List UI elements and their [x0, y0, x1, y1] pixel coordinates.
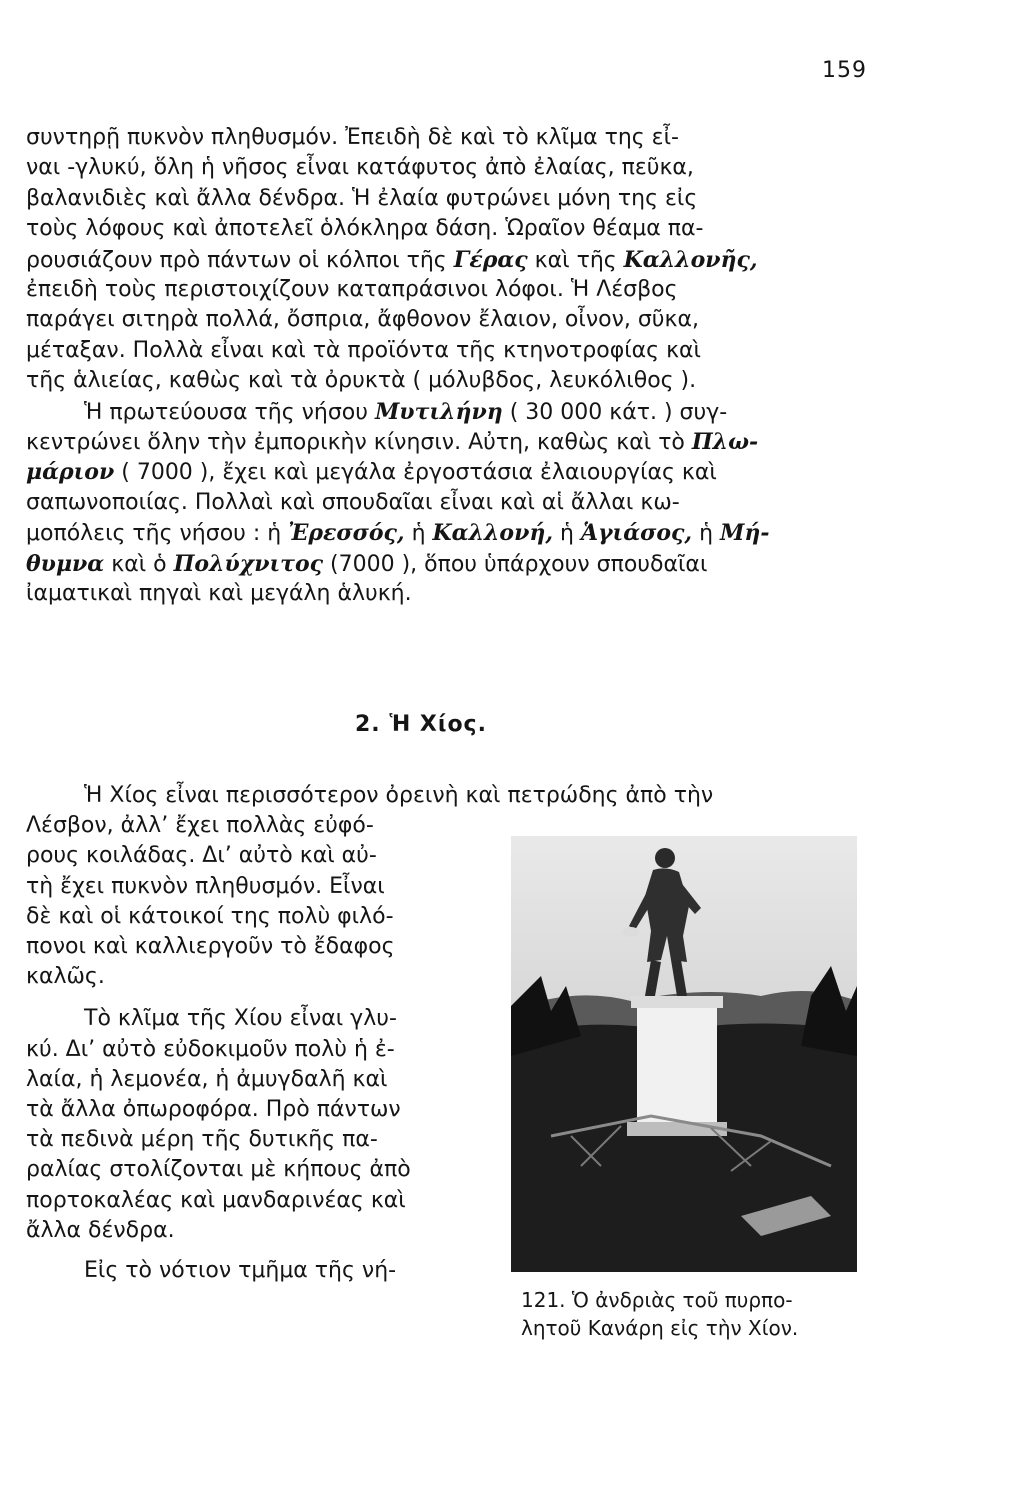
text-segment: Ἡ πρωτεύουσα τῆς νήσου	[84, 399, 375, 425]
text-segment: ἐπειδὴ τοὺς περιστοιχίζουν καταπράσινοι λόφοι. Ἡ Λέσβος	[26, 277, 678, 302]
place-name: Πολύχνιτος	[173, 550, 324, 577]
text-segment: ( 30 000 κάτ. ) συγ-	[502, 399, 728, 425]
text-line: ρους κοιλάδας. Δι’ αὐτὸ καὶ αὐ-	[26, 843, 377, 869]
text-line: πονοι καὶ καλλιεργοῦν τὸ ἔδαφος	[26, 934, 395, 959]
text-segment: μοπόλεις τῆς νήσου : ἡ	[26, 521, 289, 547]
text-line	[26, 122, 679, 154]
text-segment: καὶ ὁ	[104, 551, 174, 577]
text-line: Λέσβον, ἀλλ’ ἔχει πολλὰς εὐφό-	[26, 813, 374, 839]
text-line	[26, 244, 758, 277]
text-line	[26, 578, 412, 610]
text-line: τὰ πεδινὰ μέρη τῆς δυτικῆς πα-	[26, 1127, 378, 1153]
text-line: τὴ ἔχει πυκνὸν πληθυσμόν. Εἶναι	[26, 873, 385, 899]
place-name: Μυτιλήνη	[374, 398, 503, 425]
text-segment: σαπωνοποιίας. Πολλαὶ καὶ σπουδαῖαι εἶναι καὶ αἱ ἄλλαι κω-	[26, 489, 680, 515]
place-name: Μή-	[720, 520, 770, 547]
text-line	[26, 456, 717, 489]
place-name: Ἁγιάσος,	[580, 520, 693, 547]
text-line: καλῶς.	[26, 964, 105, 990]
text-line: Ἡ Χίος εἶναι περισσότερον ὀρεινὴ καὶ πετρώδης ἀπὸ τὴν	[84, 783, 714, 808]
text-line	[26, 517, 770, 550]
place-name: Καλλονή,	[432, 520, 554, 547]
text-line	[84, 396, 727, 429]
text-line: δὲ καὶ οἱ κάτοικοί της πολὺ φιλό-	[26, 903, 394, 929]
text-line: πορτοκαλέας καὶ μανδαρινέας καὶ	[26, 1187, 406, 1213]
text-line: λαία, ἡ λεμονέα, ἡ ἀμυγδαλῆ καὶ	[26, 1066, 388, 1092]
text-line: κύ. Δι’ αὐτὸ εὐδοκιμοῦν πολὺ ἡ ἐ-	[26, 1036, 395, 1062]
text-segment: ἡ	[404, 521, 433, 547]
text-line	[26, 213, 703, 245]
place-name: θυμνα	[26, 550, 105, 577]
section-heading-chios: 2. Ἡ Χίος.	[355, 712, 487, 737]
text-line	[26, 426, 758, 459]
text-line	[26, 183, 697, 215]
text-segment: παράγει σιτηρὰ πολλά, ὄσπρια, ἄφθονον ἔλαιον, οἶνον, σῦκα,	[26, 307, 699, 333]
text-line	[26, 365, 696, 397]
text-line: Εἰς τὸ νότιον τμῆμα τῆς νή-	[84, 1258, 397, 1283]
statue-image	[511, 836, 857, 1272]
text-line: τὰ ἄλλα ὀπωροφόρα. Πρὸ πάντων	[26, 1097, 401, 1122]
text-segment: κεντρώνει ὅλην τὴν ἐμπορικὴν κίνησιν. Αὐτη, καθὼς καὶ τὸ	[26, 430, 692, 455]
text-line: ἄλλα δένδρα.	[26, 1217, 175, 1243]
text-line	[26, 274, 678, 306]
figure-caption-line1: 121. Ὁ ἀνδριὰς τοῦ πυρπο-	[521, 1288, 793, 1312]
place-name: Πλω-	[691, 429, 759, 455]
text-segment: (7000 ), ὅπου ὑπάρχουν σπουδαῖαι	[323, 551, 708, 577]
place-name: μάριον	[26, 459, 115, 486]
text-segment: ( 7000 ), ἔχει καὶ μεγάλα ἐργοστάσια ἐλαιουργίας καὶ	[114, 460, 717, 486]
text-segment: τῆς ἁλιείας, καθὼς καὶ τὰ ὀρυκτὰ ( μόλυβδος, λευκόλιθος ).	[26, 368, 697, 394]
text-line	[26, 152, 694, 184]
text-segment: βαλανιδιὲς καὶ ἄλλα δένδρα. Ἡ ἐλαία φυτρώνει μόνη της εἰς	[26, 185, 698, 211]
text-segment: συντηρῇ πυκνὸν πληθυσμόν. Ἐπειδὴ δὲ καὶ τὸ κλῖμα της εἶ-	[26, 125, 679, 150]
text-segment: τοὺς λόφους καὶ ἀποτελεῖ ὁλόκληρα δάση. Ὡραῖον θέαμα πα-	[26, 216, 704, 242]
text-line	[26, 304, 699, 336]
text-segment: ναι -γλυκύ, ὅλη ἡ νῆσος εἶναι κατάφυτος ἀπὸ ἐλαίας, πεῦκα,	[26, 155, 694, 181]
text-segment: μέταξαν. Πολλὰ εἶναι καὶ τὰ προϊόντα τῆς κτηνοτροφίας καὶ	[26, 337, 701, 363]
text-line	[26, 335, 701, 367]
place-name: Ἐρεσσός,	[288, 520, 405, 547]
text-segment: ἡ	[553, 521, 581, 547]
place-name: Γέρας	[453, 246, 528, 273]
text-line: Τὸ κλῖμα τῆς Χίου εἶναι γλυ-	[84, 1006, 397, 1032]
text-line	[26, 548, 707, 581]
place-name: Καλλονῆς,	[623, 246, 758, 273]
text-line: ραλίας στολίζονται μὲ κήπους ἀπὸ	[26, 1157, 411, 1183]
text-segment: ἡ	[692, 521, 721, 547]
figure-caption-line2: λητοῦ Κανάρη εἰς τὴν Χίον.	[521, 1316, 799, 1340]
text-segment: καὶ τῆς	[527, 247, 624, 273]
statue-photo	[511, 836, 857, 1272]
page-number: 159	[822, 58, 867, 83]
text-segment: ρουσιάζουν πρὸ πάντων οἱ κόλποι τῆς	[26, 247, 454, 273]
text-segment: ἰαματικαὶ πηγαὶ καὶ μεγάλη ἁλυκή.	[26, 581, 412, 606]
text-line	[26, 487, 680, 519]
